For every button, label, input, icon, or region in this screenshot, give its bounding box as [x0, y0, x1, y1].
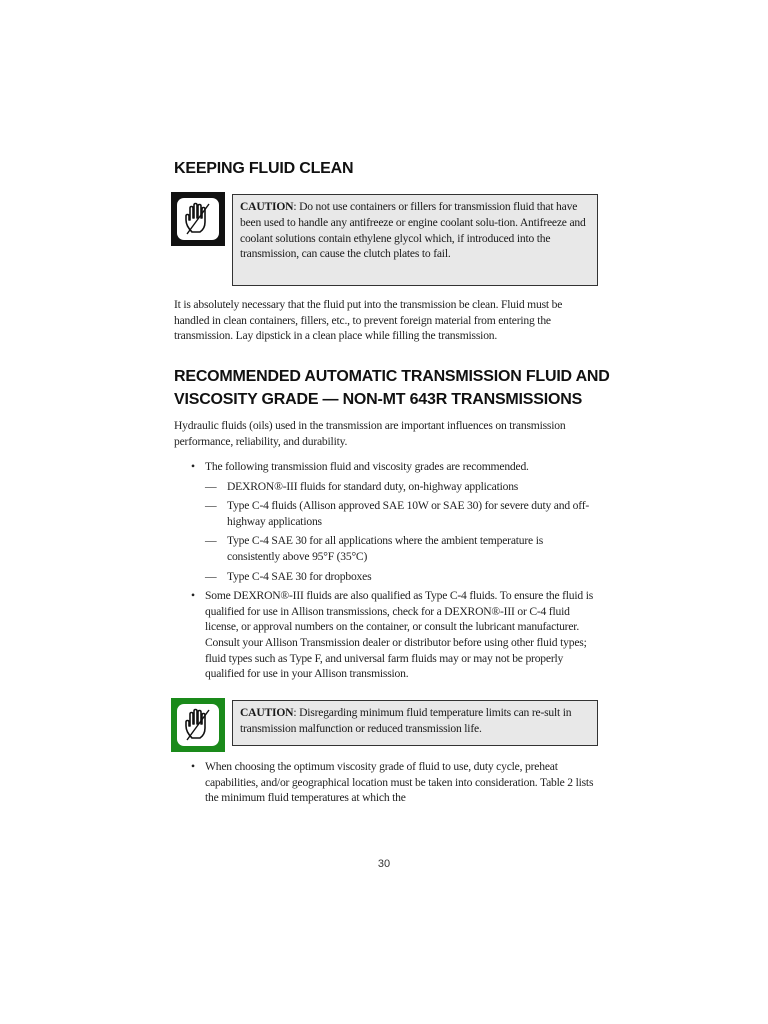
caution-text: : Do not use containers or fillers for transmission fluid that have been used to handle any antifreeze or engine coolant solu-tion. Antifreeze and coolant solutions contain ethylene glycol which, if introduced into the transmission, can cause the clutch plates to fail.	[240, 200, 586, 261]
dash-item: — Type C-4 SAE 30 for dropboxes	[205, 569, 594, 585]
caution-icon-frame	[171, 192, 225, 246]
section-heading-recommended-fluid	[174, 365, 610, 411]
dash-item: — DEXRON®-III fluids for standard duty, on-highway applications	[205, 479, 594, 495]
caution-icon-frame	[171, 698, 225, 752]
section-heading-keeping-fluid-clean: KEEPING FLUID CLEAN	[174, 160, 354, 177]
stop-hand-icon	[177, 704, 219, 746]
bullet-item: • When choosing the optimum viscosity grade of fluid to use, duty cycle, preheat capabilities, and/or geographical location must be taken into consideration. Table 2 lists the minimum fluid temperatures at which the	[190, 759, 594, 806]
paragraph-fluid-clean: It is absolutely necessary that the fluid put into the transmission be clean. Fluid must be handled in clean containers, fillers, etc., to prevent foreign material from entering the transmission. Lay dipstick in a clean place while filling the transmission.	[174, 298, 563, 342]
bullet-item: • Some DEXRON®-III fluids are also qualified as Type C-4 fluids. To ensure the fluid is qualified for use in Allison transmissions, check for a DEXRON®-III or C-4 fluid license, or approval numbers on the container, or consult the lubricant manufacturer. Consult your Allison Transmission dealer or distributor before using other fluid types; fluid types such as Type F, and universal farm fluids may or may not be properly qualified for use in your Allison transmission.	[190, 588, 594, 682]
heading-line-2: VISCOSITY GRADE — NON-MT 643R TRANSMISSIONS	[174, 391, 583, 408]
dash-list	[205, 479, 594, 585]
page-number: 30	[377, 858, 391, 870]
caution-label: CAUTION	[240, 200, 294, 213]
dash-item: — Type C-4 SAE 30 for all applications where the ambient temperature is consistently above 95°F (35°C)	[205, 533, 594, 564]
bullet-text: The following transmission fluid and viscosity grades are recommended.	[205, 460, 529, 473]
paragraph-hydraulic-fluids: Hydraulic fluids (oils) used in the transmission are important influences on transmission performance, reliability, and durability.	[174, 419, 566, 448]
caution-box	[232, 700, 598, 746]
caution-label: CAUTION	[240, 706, 294, 719]
caution-box	[232, 194, 598, 286]
dash-item: — Type C-4 fluids (Allison approved SAE 10W or SAE 30) for severe duty and off-highway applications	[205, 498, 594, 529]
bullet-list-2	[190, 759, 594, 806]
bullet-list-1	[190, 459, 594, 682]
stop-hand-icon	[177, 198, 219, 240]
bullet-item	[190, 459, 594, 584]
caution-text: : Disregarding minimum fluid temperature limits can re-sult in transmission malfunction or reduced transmission life.	[240, 706, 572, 735]
heading-line-1: RECOMMENDED AUTOMATIC TRANSMISSION FLUID AND	[174, 368, 610, 385]
